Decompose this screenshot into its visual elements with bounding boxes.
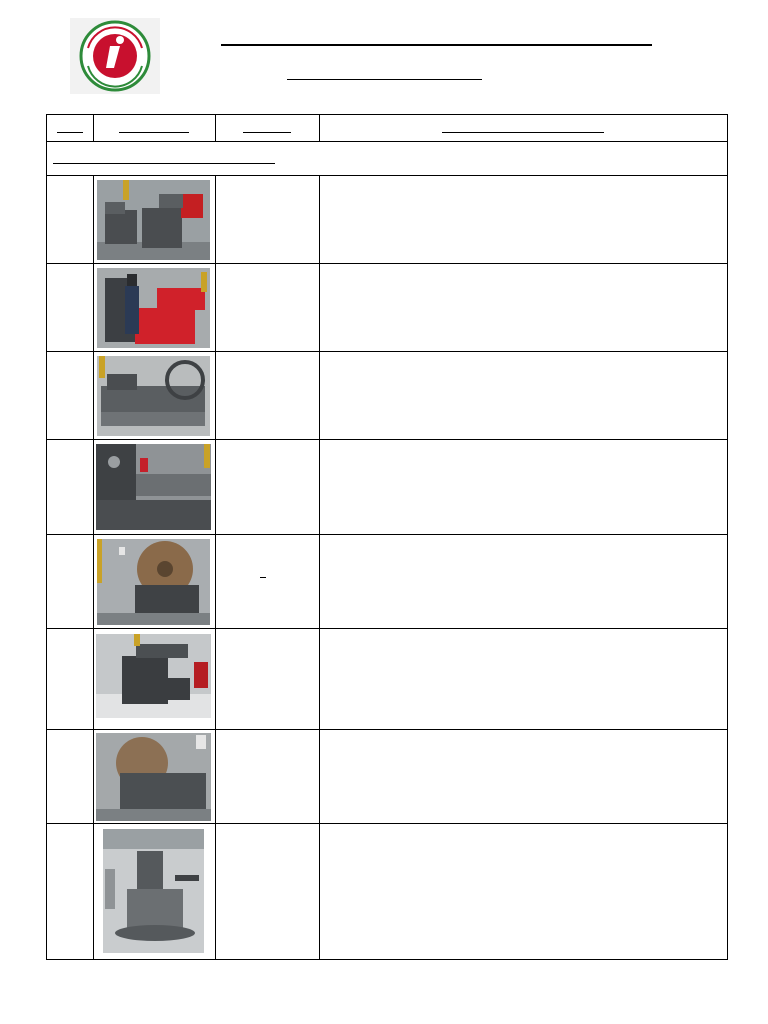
qty-cell [216,730,320,824]
row-number-cell [47,629,94,730]
photo-cell [94,824,216,960]
header-cell-no [47,115,94,142]
photo-cell [94,629,216,730]
machine-photo [96,634,211,718]
qty-cell [216,629,320,730]
photo-cell [94,264,216,352]
machine-photo [97,539,210,625]
machine-photo [97,268,210,348]
table-header-row [47,115,728,142]
description-cell [320,730,728,824]
row-number-cell [47,440,94,535]
subtitle-underline [287,79,482,80]
photo-cell [94,440,216,535]
description-cell [320,535,728,629]
title-underline [221,44,652,46]
description-cell [320,440,728,535]
table-row [47,440,728,535]
photo-cell [94,176,216,264]
description-cell [320,629,728,730]
qty-cell [216,264,320,352]
equipment-table [46,114,728,960]
qty-cell [216,176,320,264]
description-cell [320,352,728,440]
row-number-cell [47,352,94,440]
row-number-cell [47,824,94,960]
table-row [47,824,728,960]
description-cell [320,176,728,264]
table-row [47,352,728,440]
row-number-cell [47,176,94,264]
row-number-cell [47,535,94,629]
description-cell [320,264,728,352]
table-row [47,535,728,629]
qty-cell [216,824,320,960]
machine-photo [97,356,210,436]
photo-cell [94,352,216,440]
company-logo [70,18,160,94]
row-number-cell [47,730,94,824]
header-cell-photo [94,115,216,142]
row-number-cell [47,264,94,352]
table-row [47,629,728,730]
qty-cell [216,440,320,535]
table-row [47,176,728,264]
table-row [47,264,728,352]
section-cell [47,142,728,176]
header-cell-description [320,115,728,142]
table-row [47,730,728,824]
description-cell [320,824,728,960]
photo-cell [94,535,216,629]
qty-cell [216,535,320,629]
qty-mark [260,577,266,578]
machine-photo [103,829,204,953]
machine-photo [96,733,211,821]
machine-photo [97,180,210,260]
section-row [47,142,728,176]
header-cell-qty [216,115,320,142]
machine-photo [96,444,211,530]
photo-cell [94,730,216,824]
qty-cell [216,352,320,440]
